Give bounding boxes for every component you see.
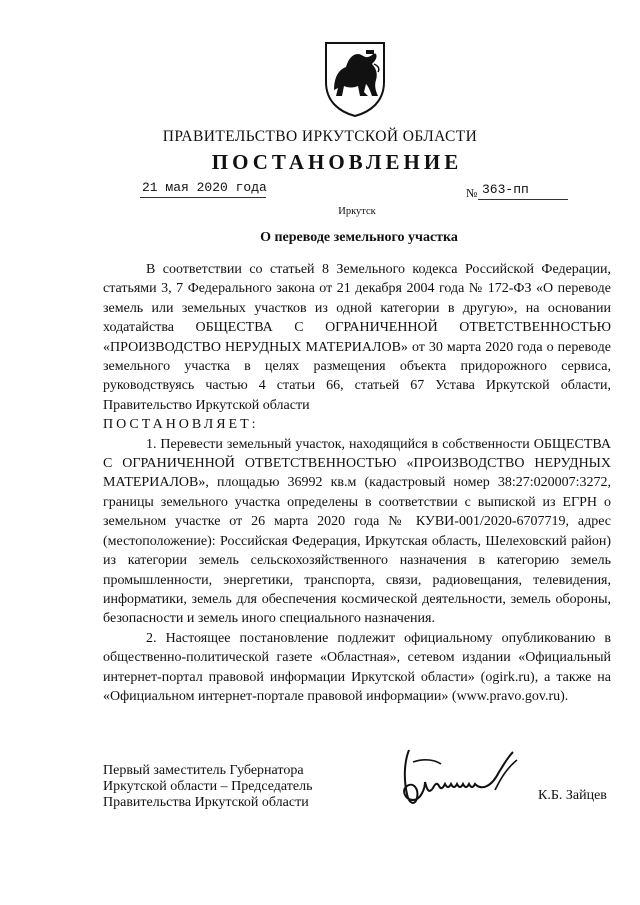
signatory-position bbox=[103, 763, 312, 811]
document-type-title: ПОСТАНОВЛЕНИЕ bbox=[211, 150, 463, 174]
decree-date: 21 мая 2020 года bbox=[142, 180, 267, 195]
government-name: ПРАВИТЕЛЬСТВО ИРКУТСКОЙ ОБЛАСТИ bbox=[162, 128, 478, 145]
position-line-3: Правительства Иркутской области bbox=[103, 795, 309, 810]
decree-body bbox=[103, 260, 611, 706]
decree-word: ПОСТАНОВЛЯЕТ: bbox=[103, 417, 259, 433]
decree-number: 363-пп bbox=[482, 182, 529, 197]
city-name: Иркутск bbox=[338, 206, 376, 217]
position-line-1: Первый заместитель Губернатора bbox=[103, 763, 304, 778]
signatory-name: К.Б. Зайцев bbox=[538, 788, 607, 803]
coat-of-arms-emblem-icon bbox=[322, 40, 388, 118]
item-2-paragraph: 2. Настоящее постановление подлежит официальному опубликованию в общественно-политической газете «Областная», сетевом издании «Официальный интернет-портал правовой информации Иркутской области» (ogirk.ru), а также на «Официальном интернет-портале правовой информации» (www.pravo.gov.ru). bbox=[103, 630, 611, 704]
position-line-2: Иркутской области – Председатель bbox=[103, 779, 313, 794]
preamble-paragraph: В соответствии со статьей 8 Земельного кодекса Российской Федерации, статьями 3, 7 Федерального закона от 21 декабря 2004 года № 172-ФЗ «О переводе земель или земельных участков из одной категории в другую», на основании ходатайства ОБЩЕСТВА С ОГРАНИЧЕННОЙ ОТВЕТСТВЕННОСТЬЮ «ПРОИЗВОДСТВО НЕРУДНЫХ МАТЕРИАЛОВ» от 30 марта 2020 года о переводе земельного участка в целях размещения объекта придорожного сервиса, руководствуясь частью 4 статьи 66, статьей 67 Устава Иркутской области, Правительство Иркутской области bbox=[103, 262, 611, 413]
date-underline bbox=[140, 197, 266, 198]
number-label: № bbox=[466, 186, 478, 200]
handwritten-signature-icon bbox=[395, 742, 530, 812]
item-1-paragraph: 1. Перевести земельный участок, находящийся в собственности ОБЩЕСТВА С ОГРАНИЧЕННОЙ ОТВЕТСТВЕННОСТЬЮ «ПРОИЗВОДСТВО НЕРУДНЫХ МАТЕРИАЛОВ», площадью 36992 кв.м (кадастровый номер 38:27:020007:3272, границы земельного участка определены в соответствии с выпиской из ЕГРН о земельном участке от 26 марта 2020 года № КУВИ-001/2020-6707719, адрес (местоположение): Российская Федерация, Иркутская область, Шелеховский район) из категории земель сельскохозяйственного назначения в категорию земель промышленности, энергетики, транспорта, связи, радиовещания, телевидения, информатики, земель для обеспечения космической деятельности, земель обороны, безопасности и земель иного специального назначения. bbox=[103, 436, 611, 627]
number-underline bbox=[478, 199, 568, 200]
decree-heading: О переводе земельного участка bbox=[260, 230, 458, 245]
